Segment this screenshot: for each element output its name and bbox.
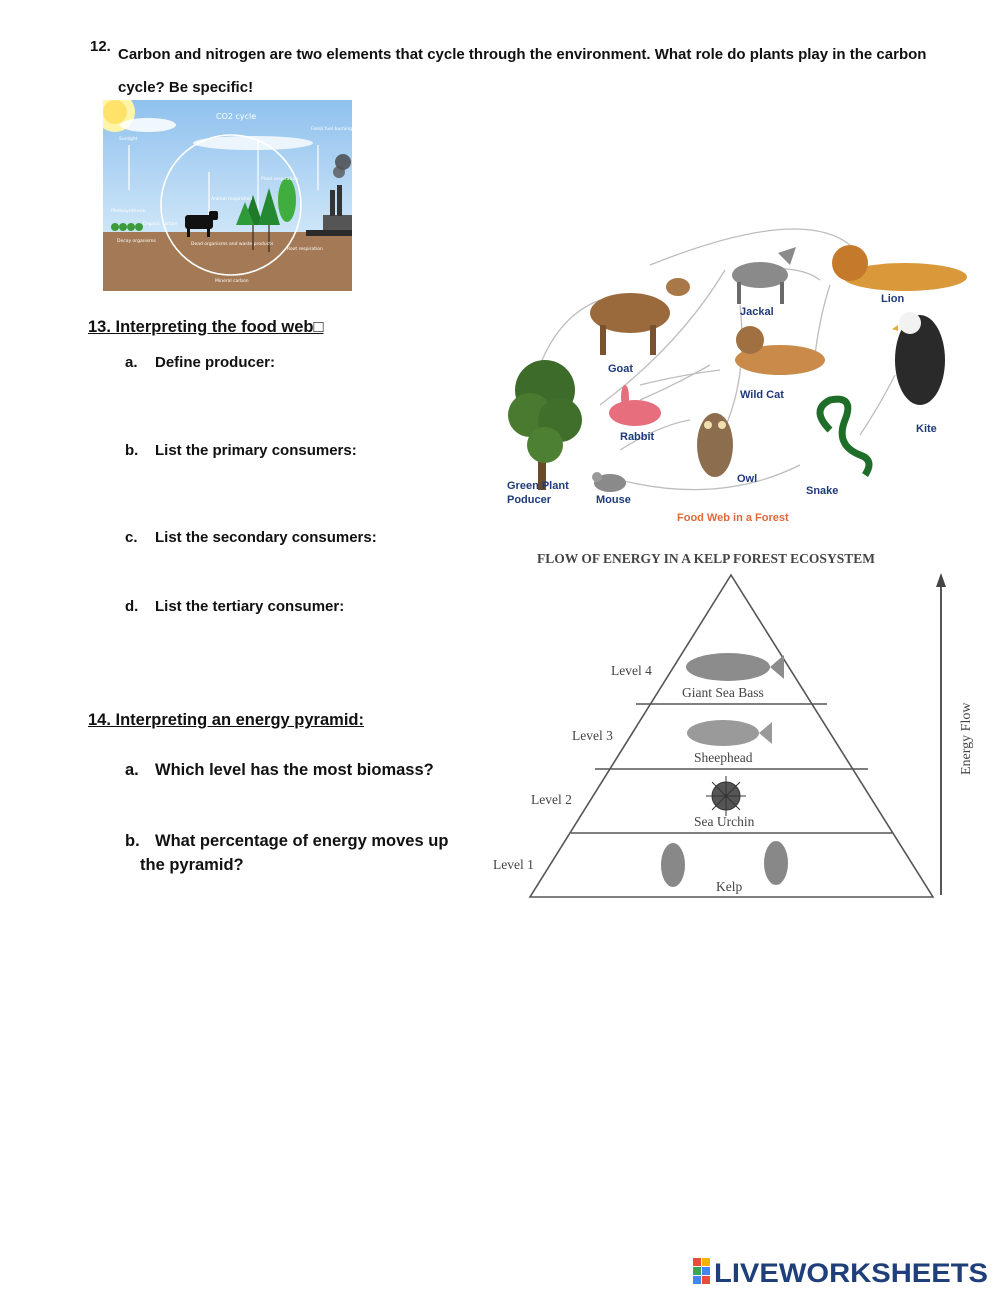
label-dead: Dead organisms and waste products: [191, 242, 274, 247]
pyramid-level-3: Level 3: [572, 728, 613, 743]
item-text: List the secondary consumers:: [155, 529, 377, 546]
pyramid-level-1: Level 1: [493, 857, 534, 872]
logo-text: LIVEWORKSHEETS: [714, 1258, 988, 1288]
food-web-image: [500, 225, 975, 525]
label-lion: Lion: [881, 293, 905, 305]
label-animal-respiration: Animal respiration: [211, 197, 253, 202]
urchin-icon: [706, 776, 746, 816]
label-plant-line1: Green Plant: [507, 480, 569, 492]
label-jackal: Jackal: [740, 306, 774, 318]
label-photosynthesis: Photosynthesis: [111, 209, 146, 214]
question-text: Carbon and nitrogen are two elements that cycle through the environment. What role do plants play in the carbon cycle? Be specific!: [118, 46, 927, 96]
pyramid-name-4: Giant Sea Bass: [682, 685, 764, 700]
energy-flow-label: Energy Flow: [959, 702, 974, 775]
label-wildcat: Wild Cat: [740, 389, 784, 401]
q14-item-a: [125, 758, 434, 782]
carbon-cycle-image: [103, 100, 352, 291]
item-letter: c.: [125, 529, 138, 546]
label-mouse: Mouse: [596, 494, 631, 506]
item-text: List the tertiary consumer:: [155, 598, 345, 615]
item-letter: b.: [125, 832, 140, 850]
pyramid-name-1: Kelp: [716, 879, 743, 894]
question-number: 12.: [90, 38, 111, 55]
item-text: List the primary consumers:: [155, 442, 357, 459]
label-plant-line2: Poducer: [507, 494, 552, 506]
pyramid-title: FLOW OF ENERGY IN A KELP FOREST ECOSYSTEM: [537, 551, 875, 566]
liveworksheets-logo[interactable]: [693, 1252, 993, 1288]
pyramid-name-3: Sheephead: [694, 750, 753, 765]
item-text-cont: the pyramid?: [140, 856, 244, 874]
item-letter: a.: [125, 354, 138, 371]
pyramid-level-2: Level 2: [531, 792, 572, 807]
energy-pyramid: [488, 545, 988, 905]
food-web-caption: Food Web in a Forest: [677, 512, 789, 524]
label-sunlight: Sunlight: [119, 137, 138, 142]
item-text: Define producer:: [155, 354, 276, 371]
q14-item-b: [125, 829, 485, 877]
q13-item-c: [125, 529, 377, 546]
label-rabbit: Rabbit: [620, 431, 655, 443]
label-mineral: Mineral carbon: [215, 279, 249, 284]
q13-heading: 13. Interpreting the food web□: [88, 318, 324, 336]
item-letter: d.: [125, 598, 139, 615]
label-organic-carbon: Organic carbon: [143, 222, 178, 227]
label-plant-respiration: Plant respiration: [261, 177, 298, 182]
pyramid-level-4: Level 4: [611, 663, 652, 678]
carbon-cycle-title: CO2 cycle: [216, 112, 257, 121]
label-kite: Kite: [916, 423, 937, 435]
q14-heading: 14. Interpreting an energy pyramid:: [88, 711, 364, 729]
label-snake: Snake: [806, 485, 839, 497]
pyramid-name-2: Sea Urchin: [694, 814, 755, 829]
q13-item-a: [125, 354, 275, 371]
label-goat: Goat: [608, 363, 634, 375]
item-letter: b.: [125, 442, 139, 459]
item-text: What percentage of energy moves up: [155, 832, 449, 850]
label-decay: Decay organisms: [117, 239, 156, 244]
q13-item-b: [125, 442, 357, 459]
item-letter: a.: [125, 761, 139, 779]
label-owl: Owl: [737, 473, 758, 485]
label-root: Root respiration: [287, 247, 323, 252]
label-fossil: Fossil fuel burning: [311, 127, 352, 132]
q13-item-d: [125, 598, 344, 615]
item-text: Which level has the most biomass?: [155, 761, 434, 779]
